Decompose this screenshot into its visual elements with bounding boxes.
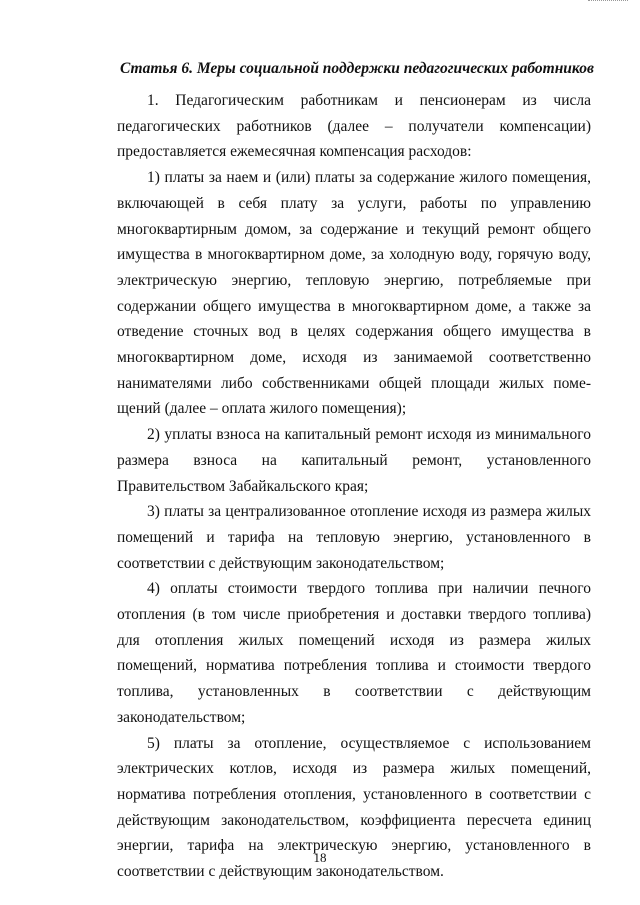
paragraph-item-1: 1) платы за наем и (или) платы за содержание жилого помещения, включающей в себя плату за услуги, работы по управлению многоквартирным домом, за содержание и текущий ремонт общего имущества в многоквартирном доме, за холодную воду, горячую воду, электрическую энергию, тепловую энергию, потребляемые при содержании общего имущества в многоквартирном доме, а также за отведение сточных вод в целях содержания общего имущества в многоквартирном доме, исходя из занимаемой соответственно нанимателями либо собственниками общей площади жилых помещений (далее – оплата жилого помещения); <box>117 169 591 418</box>
paragraph-item-4: 4) оплаты стоимости твердого топлива при наличии печного отопления (в том числе приобретения и доставки твердого топлива) для отопления жилых помещений исходя из размера жилых помещений, норматива потребления топлива и стоимости твердого топлива, установленных в соответствии с действующим законодательством; <box>117 580 591 726</box>
article-body <box>117 88 591 885</box>
scan-edge-mark <box>588 0 628 3</box>
article-heading: Статья 6. Меры социальной поддержки педагогических работников <box>120 60 594 77</box>
paragraph-1: 1. Педагогическим работникам и пенсионерам из числа педагогических работников (далее – получатели компенсации) предоставляется ежемесячная компенсация расходов: <box>117 92 591 161</box>
page-number: 18 <box>313 850 327 865</box>
paragraph-item-2: 2) уплаты взноса на капитальный ремонт исходя из минимального размера взноса на капитальный ремонт, установленного Правительством Забайкальского края; <box>117 426 591 495</box>
paragraph-item-5: 5) платы за отопление, осуществляемое с использованием электрических котлов, исходя из размера жилых помещений, норматива потребления отопления, установленного в соответствии с действующим законодательством, коэффициента пересчета единиц энергии, тарифа на электрическую энергию, установленного в соответствии с действующим законодательством. <box>117 734 591 881</box>
paragraph-item-3: 3) платы за централизованное отопление исходя из размера жилых помещений и тарифа на тепловую энергию, установленного в соответствии с действующим законодательством; <box>117 503 591 572</box>
